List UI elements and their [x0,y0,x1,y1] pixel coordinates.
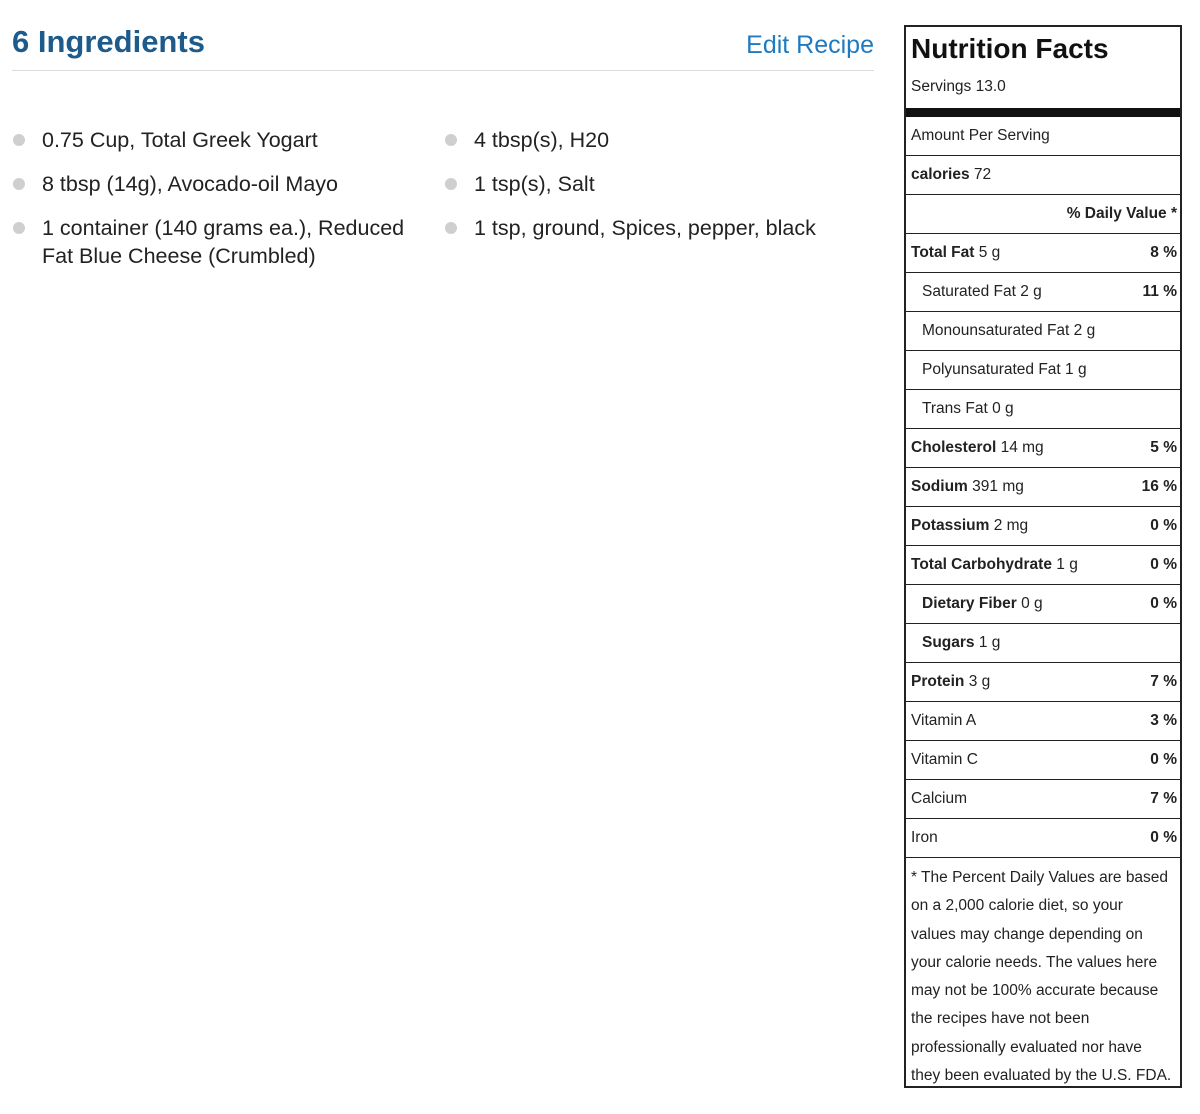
nutrient-amount: 1 g [1065,361,1087,378]
nutrient-row-total-carbohydrate [906,546,1180,585]
nutrient-row-total-fat [906,234,1180,273]
nutrient-row-dietary-fiber [906,585,1180,624]
calories-row [906,156,1180,195]
nutrient-row-trans-fat [906,390,1180,429]
ingredient-item [444,126,874,154]
nutrient-amount: 3 g [968,673,991,690]
ingredient-item [12,126,432,154]
servings-line: Servings 13.0 [906,66,1180,117]
nutrient-label: Vitamin C [911,751,978,768]
nutrient-amount: 14 mg [1000,439,1044,456]
nutrient-daily-value: 7 % [1150,673,1177,690]
bullet-icon [13,178,25,190]
daily-value-footnote: * The Percent Daily Values are based on a 2,000 calorie diet, so your values may change depending on your calorie needs. The values here may not be 100% accurate because the recipes have not been professionally evaluated nor have they been evaluated by the U.S. FDA. [911,869,1172,1085]
nutrient-label: Potassium [911,517,990,534]
nutrient-row-sodium [906,468,1180,507]
nutrient-row-protein [906,663,1180,702]
ingredients-header [12,22,874,71]
nutrient-row-sugars [906,624,1180,663]
nutrient-amount: 1 g [1056,556,1078,573]
nutrient-label: Total Carbohydrate [911,556,1052,573]
bullet-icon [13,134,25,146]
nutrient-amount: 0 g [992,400,1014,417]
nutrient-label: Trans Fat [922,400,988,417]
nutrient-label: Saturated Fat [922,283,1016,300]
edit-recipe-link[interactable]: Edit Recipe [746,31,874,59]
nutrient-row-monounsaturated-fat [906,312,1180,351]
nutrient-daily-value: 5 % [1150,439,1177,456]
ingredients-title: 6 Ingredients [12,24,205,59]
nutrient-label: Protein [911,673,965,690]
ingredient-item [444,170,874,198]
bullet-icon [13,222,25,234]
nutrient-daily-value: 7 % [1150,790,1177,807]
ingredient-item [12,170,432,198]
bullet-icon [445,134,457,146]
ingredients-column-left [12,126,432,286]
nutrient-row-calcium [906,780,1180,819]
ingredient-text: 1 tsp, ground, Spices, pepper, black [474,216,816,240]
nutrient-label: Calcium [911,790,967,807]
nutrient-label: Dietary Fiber [922,595,1017,612]
nutrient-row-potassium [906,507,1180,546]
nutrient-daily-value: 3 % [1150,712,1177,729]
ingredients-column-right [444,126,874,258]
nutrient-row-polyunsaturated-fat [906,351,1180,390]
ingredient-text: 8 tbsp (14g), Avocado-oil Mayo [42,172,338,196]
nutrient-label: Iron [911,829,938,846]
nutrient-label: Polyunsaturated Fat [922,361,1061,378]
nutrient-label: Total Fat [911,244,975,261]
nutrient-amount: 5 g [978,244,1001,261]
nutrient-daily-value: 0 % [1150,751,1177,768]
amount-per-serving: Amount Per Serving [906,117,1180,156]
nutrient-daily-value: 8 % [1150,244,1177,261]
nutrient-row-cholesterol [906,429,1180,468]
ingredient-text: 0.75 Cup, Total Greek Yogart [42,128,318,152]
nutrient-label: Monounsaturated Fat [922,322,1070,339]
calories-label: calories [911,166,970,183]
nutrient-daily-value: 0 % [1150,829,1177,846]
nutrient-row-vitamin-a [906,702,1180,741]
calories-value: 72 [973,166,992,183]
nutrient-amount: 2 g [1020,283,1042,300]
nutrient-row-saturated-fat [906,273,1180,312]
nutrient-amount: 0 g [1021,595,1043,612]
nutrient-daily-value: 11 % [1142,283,1177,300]
nutrition-title: Nutrition Facts [911,33,1109,64]
nutrient-daily-value: 0 % [1150,517,1177,534]
nutrient-row-iron [906,819,1180,858]
nutrient-amount: 2 g [1073,322,1096,339]
nutrient-label: Vitamin A [911,712,977,729]
nutrient-daily-value: 0 % [1150,556,1177,573]
ingredient-item [444,214,874,242]
nutrient-label: Cholesterol [911,439,997,456]
ingredient-item [12,214,432,270]
ingredient-text: 1 container (140 grams ea.), Reduced Fat Blue Cheese (Crumbled) [42,216,405,268]
nutrient-label: Sodium [911,478,968,495]
nutrient-daily-value: 16 % [1141,478,1177,495]
nutrient-label: Sugars [922,634,975,651]
daily-value-header: % Daily Value * [906,195,1180,234]
bullet-icon [445,222,457,234]
ingredient-text: 4 tbsp(s), H20 [474,128,610,152]
nutrient-row-vitamin-c [906,741,1180,780]
nutrient-amount: 391 mg [972,478,1024,495]
nutrient-amount: 1 g [978,634,1001,651]
nutrient-amount: 2 mg [993,517,1029,534]
bullet-icon [445,178,457,190]
ingredient-text: 1 tsp(s), Salt [474,172,595,196]
nutrition-facts-panel [904,25,1182,1088]
ingredients-section [12,22,874,268]
nutrient-daily-value: 0 % [1150,595,1177,612]
